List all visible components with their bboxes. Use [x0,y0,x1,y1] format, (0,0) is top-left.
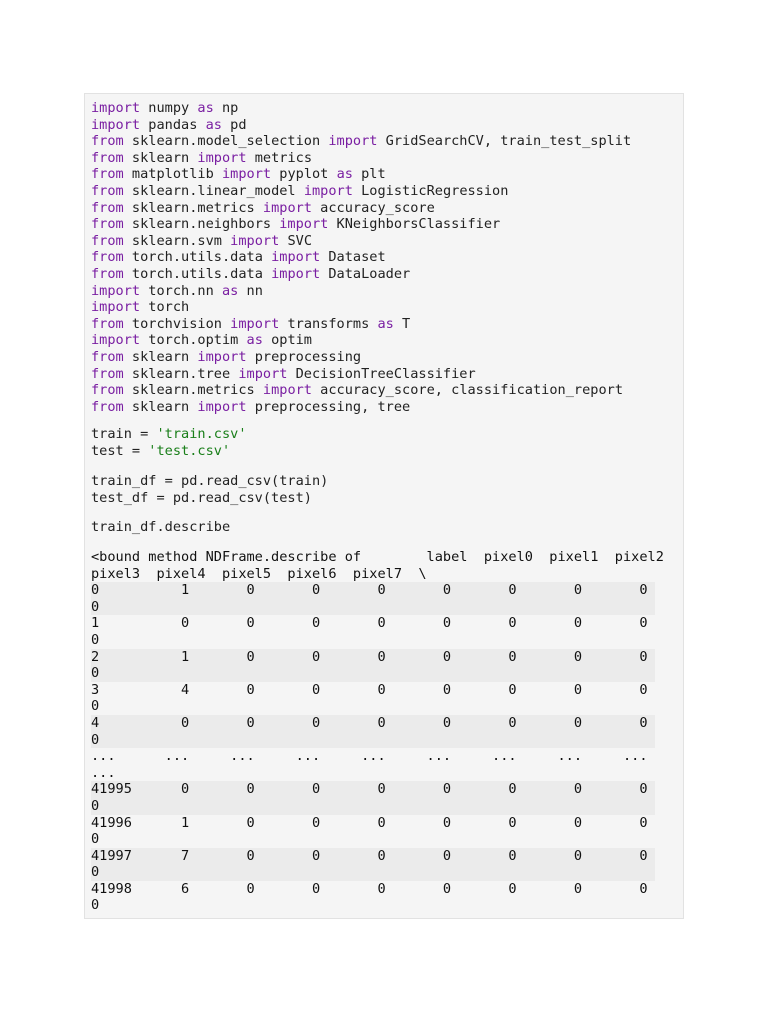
keyword: import [91,299,141,316]
code-token: numpy [140,100,198,116]
keyword: import [230,232,280,249]
code-token: test = [91,442,149,459]
keyword: from [91,166,124,183]
output-line: 41997 7 0 0 0 0 0 0 0 [91,848,655,865]
keyword: import [197,149,247,166]
keyword: from [91,382,124,399]
keyword: import [271,265,321,282]
keyword: import [279,216,329,233]
code-token: LogisticRegression [352,182,509,199]
keyword: from [91,265,124,282]
code-token: plt [352,166,386,183]
keyword: import [197,348,247,365]
code-line [91,490,677,507]
code-token: pd [221,116,247,133]
code-token: sklearn.linear_model [123,182,304,199]
code-token: train_df = pd.read_csv(train) [91,473,329,489]
code-token: Dataset [320,249,386,266]
code-token: sklearn [123,398,198,415]
keyword: import [238,365,288,382]
output-line: pixel3 pixel4 pixel5 pixel6 pixel7 \ [91,565,427,582]
output-line: 1 0 0 0 0 0 0 0 0 [91,615,648,632]
output-line: 0 [91,631,100,648]
code-token: optim [262,332,312,349]
keyword: as [197,100,214,116]
keyword: import [230,315,280,332]
code-line [91,117,677,134]
code-token: nn [238,282,263,299]
code-token: transforms [279,315,378,332]
code-token: sklearn [123,348,198,365]
output-line: ... ... ... ... ... ... ... ... ... [91,748,648,765]
code-line [91,183,677,200]
keyword: import [91,332,141,349]
keyword: import [262,382,312,399]
code-line [91,473,677,490]
code-line [91,332,677,349]
output-line: ... [91,764,116,781]
code-token: T [393,315,411,332]
code-token: torchvision [123,315,231,332]
output-line: 0 [91,897,100,914]
code-line [91,249,677,266]
keyword: import [91,116,141,133]
code-token: sklearn.tree [123,365,239,382]
code-line [91,426,677,443]
output-block [91,549,664,914]
keyword: from [91,149,124,166]
keyword: from [91,133,124,150]
code-token: np [213,100,239,116]
code-token: pyplot [271,166,337,183]
code-line [91,283,677,300]
code-read-csv-block [91,473,677,506]
code-token: sklearn.metrics [123,382,263,399]
code-line [91,200,677,217]
string-literal: 'train.csv' [156,426,247,442]
code-token: accuracy_score [312,199,435,216]
output-line: 41998 6 0 0 0 0 0 0 0 [91,880,648,897]
keyword: import [328,133,378,150]
code-line [91,133,677,150]
output-line: <bound method NDFrame.describe of label pixel0 pixel1 pixel2 [91,549,664,565]
output-line: 0 [91,864,655,881]
code-token: sklearn.svm [123,232,231,249]
code-token: train = [91,426,157,442]
code-paths-block [91,426,677,459]
code-token: torch [140,299,190,316]
keyword: as [205,116,222,133]
keyword: import [262,199,312,216]
code-line [91,349,677,366]
code-token: matplotlib [123,166,222,183]
keyword: from [91,348,124,365]
keyword: from [91,199,124,216]
code-token: torch.optim [140,332,247,349]
code-line [91,150,677,167]
keyword: import [271,249,321,266]
code-token: sklearn.metrics [123,199,263,216]
code-line [91,399,677,416]
code-token: torch.nn [140,282,222,299]
code-line [91,166,677,183]
keyword: as [377,315,394,332]
code-token: torch.utils.data [123,249,272,266]
code-token: test_df = pd.read_csv(test) [91,489,312,506]
code-line [91,299,677,316]
code-token: sklearn.neighbors [123,216,280,233]
code-token: sklearn.model_selection [123,133,329,150]
code-line [91,266,677,283]
code-token: torch.utils.data [123,265,272,282]
keyword: from [91,216,124,233]
keyword: from [91,232,124,249]
keyword: import [91,282,141,299]
code-token: GridSearchCV, train_test_split [377,133,632,150]
code-token: DataLoader [320,265,411,282]
output-line: 3 4 0 0 0 0 0 0 0 [91,681,648,698]
keyword: import [91,100,141,116]
code-token: sklearn [123,149,198,166]
code-imports-block [91,100,677,415]
output-line: 0 1 0 0 0 0 0 0 0 [91,582,655,599]
output-line: 0 [91,798,655,815]
code-token: accuracy_score, classification_report [312,382,623,399]
code-token: pandas [140,116,206,133]
code-line [91,366,677,383]
keyword: from [91,365,124,382]
code-token: preprocessing, tree [246,398,411,415]
keyword: as [336,166,353,183]
output-line: 2 1 0 0 0 0 0 0 0 [91,649,655,666]
output-line: 0 [91,665,655,682]
keyword: as [221,282,239,299]
code-token: preprocessing [246,348,362,365]
keyword: from [91,249,124,266]
notebook-cell [84,93,684,919]
output-line: 41996 1 0 0 0 0 0 0 0 [91,814,648,831]
output-line: 0 [91,599,655,616]
code-token: SVC [279,232,313,249]
output-line: 0 [91,831,100,848]
code-line [91,233,677,250]
output-line: 4 0 0 0 0 0 0 0 0 [91,715,655,732]
code-line [91,519,677,536]
code-token: DecisionTreeClassifier [287,365,476,382]
code-line [91,443,677,460]
output-line: 0 [91,732,655,749]
output-line: 41995 0 0 0 0 0 0 0 0 [91,781,655,798]
output-line: 0 [91,698,100,715]
code-token: train_df.describe [91,519,231,535]
code-line [91,382,677,399]
keyword: import [197,398,247,415]
code-line [91,100,677,117]
keyword: import [221,166,272,183]
code-token: KNeighborsClassifier [328,216,501,233]
string-literal: 'test.csv' [148,442,231,459]
keyword: from [91,182,124,199]
code-describe-block [91,519,677,536]
code-token: metrics [246,149,313,166]
keyword: import [303,182,353,199]
code-line [91,216,677,233]
code-line [91,316,677,333]
keyword: from [91,398,124,415]
keyword: as [246,332,263,349]
keyword: from [91,315,124,332]
